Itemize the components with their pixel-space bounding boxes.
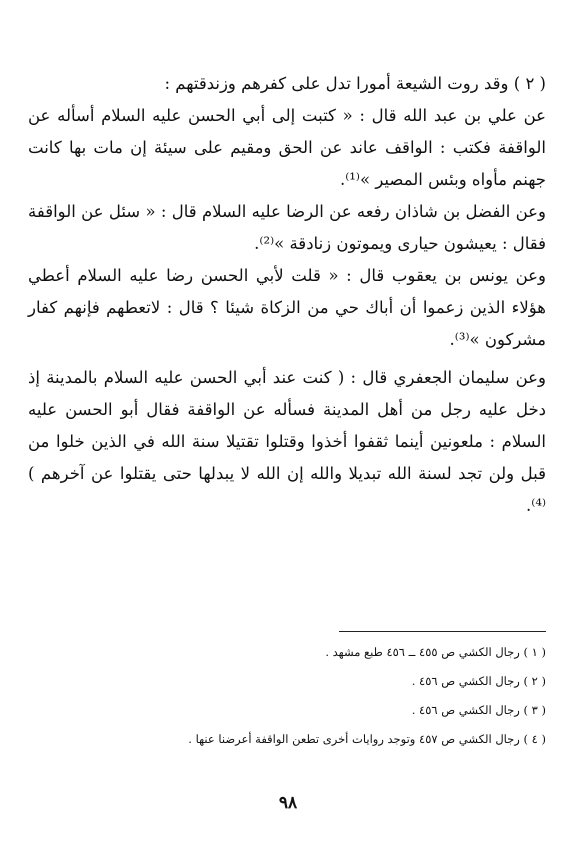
main-text: [28, 68, 546, 522]
paragraph-fadl-bin-shadhan: وعن الفضل بن شاذان رفعه عن الرضا عليه السلام قال : « سئل عن الواقفة فقال : يعيشون حيارى ويموتون زنادقة »⁽²⁾.: [28, 202, 546, 253]
page-number: ٩٨: [278, 793, 298, 813]
paragraph-ali-bin-abdullah: عن علي بن عبد الله قال : « كتبت إلى أبي الحسن عليه السلام أسأله عن الواقفة فكتب : الواقف عاند عن الحق ومقيم على سيئة إن مات بها كانت جهنم مأواه وبئس المصير »⁽¹⁾.: [28, 106, 546, 189]
footnote-1: ( ١ ) رجال الكشي ص ٤٥٥ ــ ٤٥٦ طبع مشهد .: [325, 645, 546, 659]
footnote-4: ( ٤ ) رجال الكشي ص ٤٥٧ وتوجد روايات أخرى تطعن الواقفة أعرضنا عنها .: [188, 732, 546, 746]
footnote-divider: [339, 631, 546, 632]
footnote-3: ( ٣ ) رجال الكشي ص ٤٥٦ .: [411, 703, 546, 717]
footnotes: [28, 638, 546, 754]
paragraph-intro: ( ٢ ) وقد روت الشيعة أمورا تدل على كفرهم وزندقتهم :: [164, 74, 546, 93]
footnote-2: ( ٢ ) رجال الكشي ص ٤٥٦ .: [411, 674, 546, 688]
paragraph-yunus-bin-yaqub: وعن يونس بن يعقوب قال : « قلت لأبي الحسن رضا عليه السلام أعطي هؤلاء الذين زعموا أن أباك حي من الزكاة شيئا ؟ قال : لاتعطهم فإنهم كفار مشركون »⁽³⁾.: [28, 266, 546, 349]
paragraph-sulayman-jafari: وعن سليمان الجعفري قال : ( كنت عند أبي الحسن عليه السلام بالمدينة إذ دخل عليه رجل من أهل المدينة فسأله عن الواقفة فقال أبو الحسن عليه السلام : ملعونين أينما ثقفوا أخذوا وقتلوا تقتيلا سنة الله في الذين خلوا من قبل ولن تجد لسنة الله تبديلا والله إن الله لا يبدلها حتى يقتلوا عن آخرهم )⁽⁴⁾.: [28, 368, 546, 515]
